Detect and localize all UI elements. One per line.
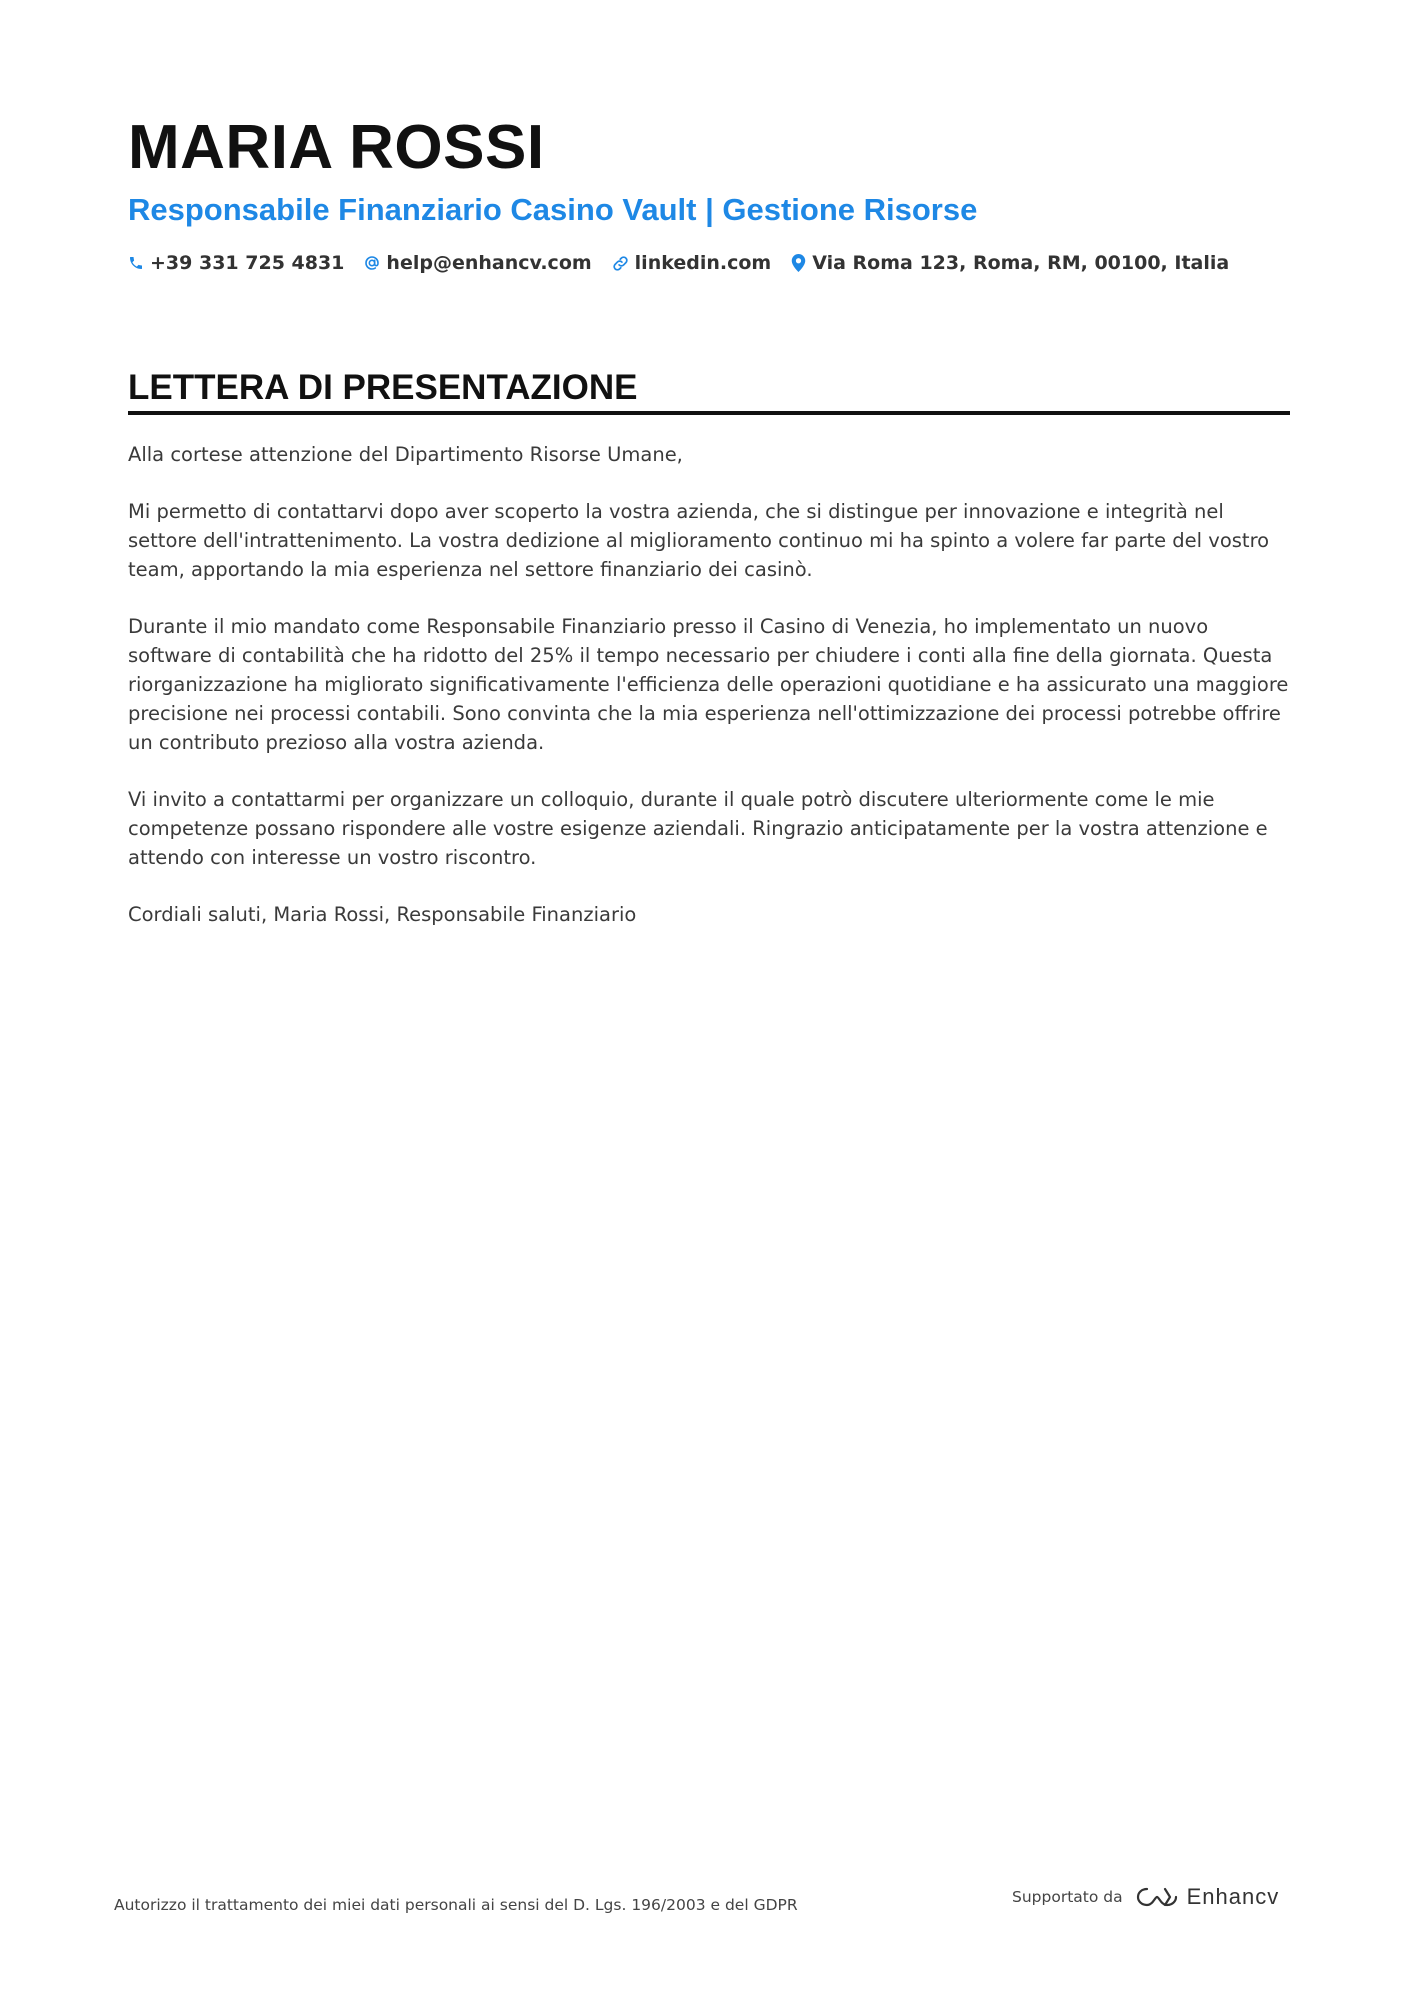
candidate-headline: Responsabile Finanziario Casino Vault | Gestione Risorse	[128, 192, 978, 227]
letter-paragraph: Vi invito a contattarmi per organizzare un colloquio, durante il quale potrò discutere ulteriormente come le mie competenze possano rispondere alle vostre esigenze aziendali. Ringrazio anticipatamente per la vostra attenzione e attendo con interesse un vostro riscontro.	[128, 788, 1268, 869]
contact-phone	[128, 252, 344, 274]
at-icon	[364, 255, 380, 271]
powered-by-label: Supportato da	[1012, 1888, 1123, 1906]
letter-paragraph: Mi permetto di contattarvi dopo aver scoperto la vostra azienda, che si distingue per innovazione e integrità nel settore dell'intrattenimento. La vostra dedizione al miglioramento continuo mi ha spinto a volere far parte del vostro team, apportando la mia esperienza nel settore finanziario dei casinò.	[128, 500, 1270, 581]
contact-email[interactable]	[364, 252, 591, 274]
link-icon	[612, 255, 629, 272]
enhancv-logo-icon	[1135, 1885, 1179, 1909]
letter-paragraph: Durante il mio mandato come Responsabile Finanziario presso il Casino di Venezia, ho implementato un nuovo software di contabilità che ha ridotto del 25% il tempo necessario per chiudere i conti alla fine della giornata. Questa riorganizzazione ha migliorato significativamente l'efficienza delle operazioni quotidiane e ha assicurato una maggiore precisione nei processi contabili. Sono convinta che la mia esperienza nell'ottimizzazione dei processi potrebbe offrire un contributo prezioso alla vostra azienda.	[128, 615, 1289, 754]
linkedin-text: linkedin.com	[634, 252, 772, 274]
phone-text: +39 331 725 4831	[150, 252, 345, 274]
section-divider	[128, 411, 1290, 415]
section-title: LETTERA DI PRESENTAZIONE	[128, 368, 638, 407]
address-text: Via Roma 123, Roma, RM, 00100, Italia	[812, 252, 1230, 274]
candidate-name: MARIA ROSSI	[128, 113, 545, 182]
phone-icon	[128, 255, 144, 271]
brand-name: Enhancv	[1186, 1884, 1280, 1909]
letter-body	[128, 440, 1290, 957]
letter-salutation: Alla cortese attenzione del Dipartimento Risorse Umane,	[128, 443, 683, 466]
privacy-consent: Autorizzo il trattamento dei miei dati personali ai sensi del D. Lgs. 196/2003 e del GDPR	[114, 1896, 798, 1914]
contact-address	[791, 252, 1229, 274]
contact-linkedin[interactable]	[612, 252, 772, 274]
contact-bar	[128, 252, 1249, 274]
location-pin-icon	[791, 254, 806, 272]
powered-by[interactable]	[1012, 1884, 1279, 1910]
letter-closing: Cordiali saluti, Maria Rossi, Responsabile Finanziario	[128, 903, 637, 926]
email-text: help@enhancv.com	[386, 252, 592, 274]
